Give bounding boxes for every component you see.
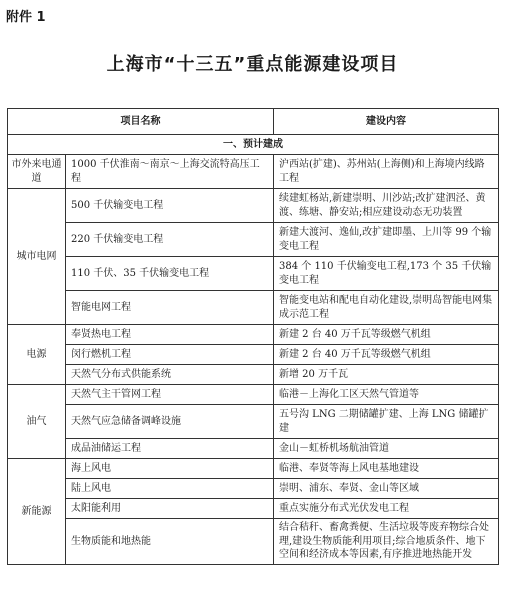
table-row bbox=[8, 459, 499, 479]
project-cell: 220 千伏输变电工程 bbox=[66, 223, 274, 257]
table-row bbox=[8, 519, 499, 565]
content-cell: 384 个 110 千伏输变电工程,173 个 35 千伏输变电工程 bbox=[274, 257, 499, 291]
project-cell: 生物质能和地热能 bbox=[66, 519, 274, 565]
project-cell: 奉贤热电工程 bbox=[66, 325, 274, 345]
category-cell: 油气 bbox=[8, 385, 66, 459]
table-row bbox=[8, 189, 499, 223]
content-cell: 新建 2 台 40 万千瓦等级燃气机组 bbox=[274, 325, 499, 345]
content-cell: 沪西站(扩建)、苏州站(上海侧)和上海境内线路工程 bbox=[274, 155, 499, 189]
project-cell: 天然气分布式供能系统 bbox=[66, 365, 274, 385]
column-header-project: 项目名称 bbox=[8, 109, 274, 135]
project-cell: 闵行燃机工程 bbox=[66, 345, 274, 365]
page-title: 上海市“十三五”重点能源建设项目 bbox=[106, 54, 399, 75]
table-row bbox=[8, 385, 499, 405]
content-cell: 五号沟 LNG 二期储罐扩建、上海 LNG 储罐扩建 bbox=[274, 405, 499, 439]
project-cell: 500 千伏输变电工程 bbox=[66, 189, 274, 223]
category-cell: 新能源 bbox=[8, 459, 66, 565]
table-row bbox=[8, 345, 499, 365]
content-cell: 智能变电站和配电自动化建设,崇明岛智能电网集成示范工程 bbox=[274, 291, 499, 325]
table-row bbox=[8, 291, 499, 325]
table-row bbox=[8, 155, 499, 189]
project-cell: 成品油储运工程 bbox=[66, 439, 274, 459]
project-cell: 陆上风电 bbox=[66, 479, 274, 499]
content-cell: 结合秸秆、畜禽粪便、生活垃圾等废弃物综合处理,建设生物质能利用项目;综合地质条件、地下空间和经济成本等因素,有序推进地热能开发 bbox=[274, 519, 499, 565]
section-header-row bbox=[8, 135, 499, 155]
content-cell: 崇明、浦东、奉贤、金山等区域 bbox=[274, 479, 499, 499]
content-cell: 新建 2 台 40 万千瓦等级燃气机组 bbox=[274, 345, 499, 365]
project-cell: 天然气主干管网工程 bbox=[66, 385, 274, 405]
table-row bbox=[8, 405, 499, 439]
content-cell: 临港、奉贤等海上风电基地建设 bbox=[274, 459, 499, 479]
table-header-row bbox=[8, 109, 499, 135]
column-header-content: 建设内容 bbox=[274, 109, 499, 135]
section-title: 一、预计建成 bbox=[8, 135, 499, 155]
content-cell: 金山－虹桥机场航油管道 bbox=[274, 439, 499, 459]
attachment-label: 附件 1 bbox=[6, 10, 46, 25]
table-row bbox=[8, 223, 499, 257]
content-cell: 续建虹杨站,新建崇明、川沙站;改扩建泗泾、黄渡、练塘、静安站;相应建设动态无功装置 bbox=[274, 189, 499, 223]
table-row bbox=[8, 439, 499, 459]
content-cell: 临港－上海化工区天然气管道等 bbox=[274, 385, 499, 405]
project-cell: 110 千伏、35 千伏输变电工程 bbox=[66, 257, 274, 291]
table-row bbox=[8, 257, 499, 291]
content-cell: 重点实施分布式光伏发电工程 bbox=[274, 499, 499, 519]
table-row bbox=[8, 325, 499, 345]
project-cell: 太阳能利用 bbox=[66, 499, 274, 519]
content-cell: 新增 20 万千瓦 bbox=[274, 365, 499, 385]
category-cell: 电源 bbox=[8, 325, 66, 385]
category-cell: 城市电网 bbox=[8, 189, 66, 325]
projects-table bbox=[7, 108, 499, 565]
project-cell: 海上风电 bbox=[66, 459, 274, 479]
table-row bbox=[8, 365, 499, 385]
project-cell: 智能电网工程 bbox=[66, 291, 274, 325]
table-row bbox=[8, 479, 499, 499]
project-cell: 1000 千伏淮南～南京～上海交流特高压工程 bbox=[66, 155, 274, 189]
project-cell: 天然气应急储备调峰设施 bbox=[66, 405, 274, 439]
content-cell: 新建大渡河、逸仙,改扩建即墨、上川等 99 个输变电工程 bbox=[274, 223, 499, 257]
table-row bbox=[8, 499, 499, 519]
category-cell: 市外来电通道 bbox=[8, 155, 66, 189]
